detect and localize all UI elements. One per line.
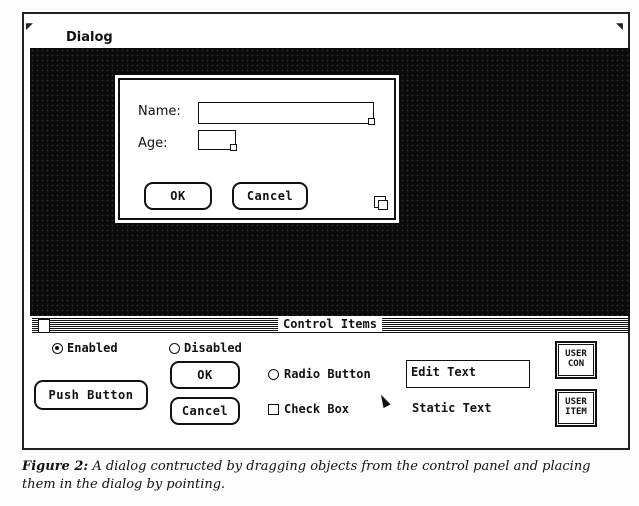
palette-title: Control Items [278, 317, 382, 331]
caption-figure-label: Figure 2: [22, 459, 89, 474]
corner-mark-icon: ◥ [616, 22, 623, 32]
grow-box-icon[interactable] [374, 196, 386, 208]
dialog-box[interactable] [118, 78, 396, 220]
check-box-icon[interactable] [268, 404, 279, 415]
user-control-icon[interactable] [558, 344, 594, 376]
name-label: Name: [138, 104, 181, 119]
close-box-icon[interactable] [38, 319, 50, 333]
user-control-label-line1: USER [565, 349, 587, 359]
corner-mark-icon: ◤ [26, 22, 33, 32]
palette-titlebar[interactable] [32, 318, 628, 334]
static-text-item[interactable]: Static Text [412, 401, 492, 415]
figure-caption [22, 458, 622, 494]
disabled-radio-icon[interactable] [169, 343, 180, 354]
user-item-label-line2: ITEM [565, 407, 587, 417]
ok-button-item[interactable]: OK [170, 361, 240, 389]
age-label: Age: [138, 136, 168, 151]
resize-handle-icon[interactable] [368, 118, 375, 125]
edit-text-item[interactable] [406, 360, 530, 388]
radio-button-item[interactable]: Radio Button [284, 367, 371, 381]
cancel-button-item[interactable]: Cancel [170, 397, 240, 425]
age-field[interactable] [198, 130, 236, 150]
resize-handle-icon[interactable] [230, 144, 237, 151]
window-title: Dialog [66, 30, 113, 45]
user-item-label-line1: USER [565, 397, 587, 407]
enabled-label[interactable]: Enabled [67, 341, 118, 355]
user-item-icon[interactable] [558, 392, 594, 424]
check-box-item[interactable]: Check Box [284, 402, 350, 416]
edit-text-label: Edit Text [411, 365, 477, 379]
ok-button[interactable]: OK [144, 182, 212, 210]
enabled-radio-icon[interactable] [52, 343, 63, 354]
cancel-button[interactable]: Cancel [232, 182, 308, 210]
name-field[interactable] [198, 102, 374, 124]
radio-button-icon[interactable] [268, 369, 279, 380]
disabled-label[interactable]: Disabled [184, 341, 242, 355]
user-control-label-line2: CON [567, 359, 585, 369]
push-button-item[interactable]: Push Button [34, 380, 148, 410]
caption-text: A dialog contructed by dragging objects from the control panel and placing them in the dialog by pointing. [22, 459, 591, 492]
